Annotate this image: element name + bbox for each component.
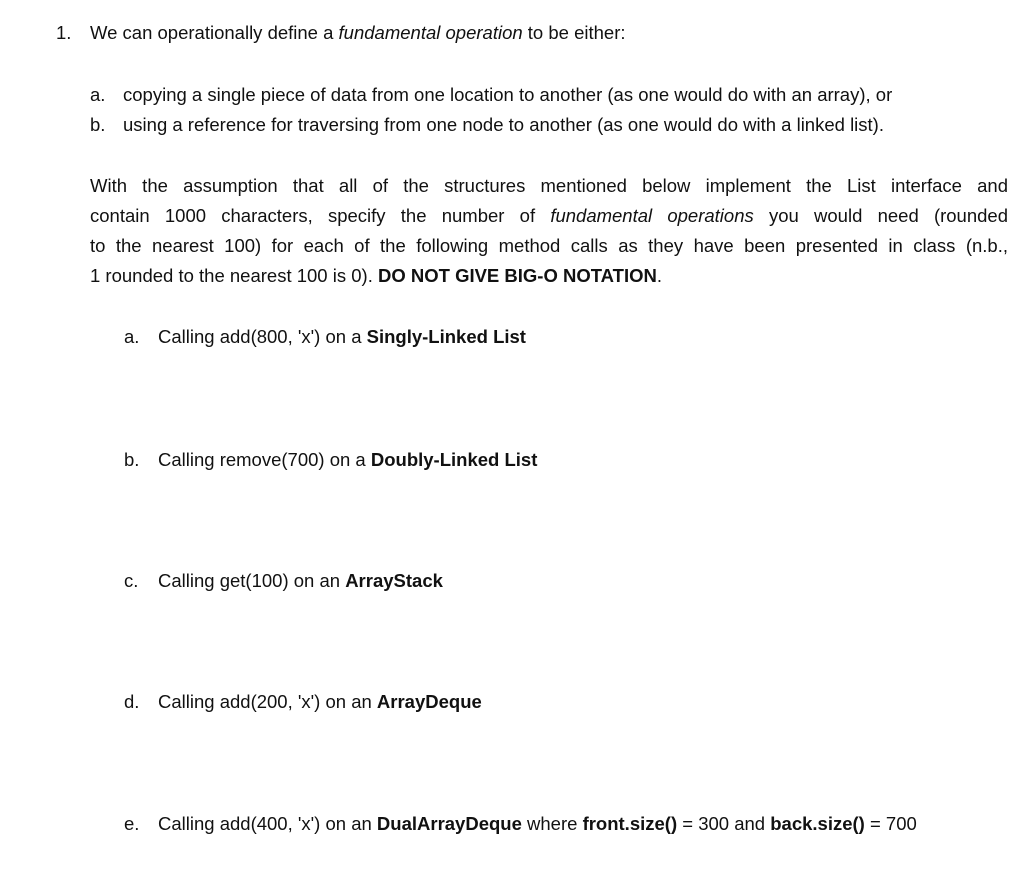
def-b: using a reference for traversing from one node to another (as one would do with a linked list). <box>123 114 884 135</box>
para-line-3: to the nearest 100) for each of the following method calls as they have been presented in class (n.b., <box>90 235 1008 256</box>
question-number: 1. <box>56 22 72 43</box>
para-line-4: 1 rounded to the nearest 100 is 0). DO NOT GIVE BIG-O NOTATION. <box>90 265 662 286</box>
item-text: Calling get(100) on an ArrayStack <box>158 570 443 591</box>
para-line-1: With the assumption that all of the structures mentioned below implement the List interface and <box>90 175 1008 196</box>
intro-text: We can operationally define a fundamental operation to be either: <box>90 22 626 43</box>
item-marker: c. <box>124 570 139 591</box>
item-marker: d. <box>124 691 140 712</box>
def-a-marker: a. <box>90 84 106 105</box>
item-marker: b. <box>124 449 140 470</box>
item-marker: a. <box>124 326 140 347</box>
def-b-marker: b. <box>90 114 106 135</box>
item-text: Calling remove(700) on a Doubly-Linked List <box>158 449 538 470</box>
item-text: Calling add(400, 'x') on an DualArrayDeque where front.size() = 300 and back.size() = 700 <box>158 813 917 834</box>
def-a: copying a single piece of data from one location to another (as one would do with an array), or <box>123 84 893 105</box>
item-marker: e. <box>124 813 140 834</box>
item-text: Calling add(800, 'x') on a Singly-Linked List <box>158 326 526 347</box>
item-text: Calling add(200, 'x') on an ArrayDeque <box>158 691 482 712</box>
para-line-2: contain 1000 characters, specify the number of fundamental operations you would need (rounded <box>90 205 1009 226</box>
